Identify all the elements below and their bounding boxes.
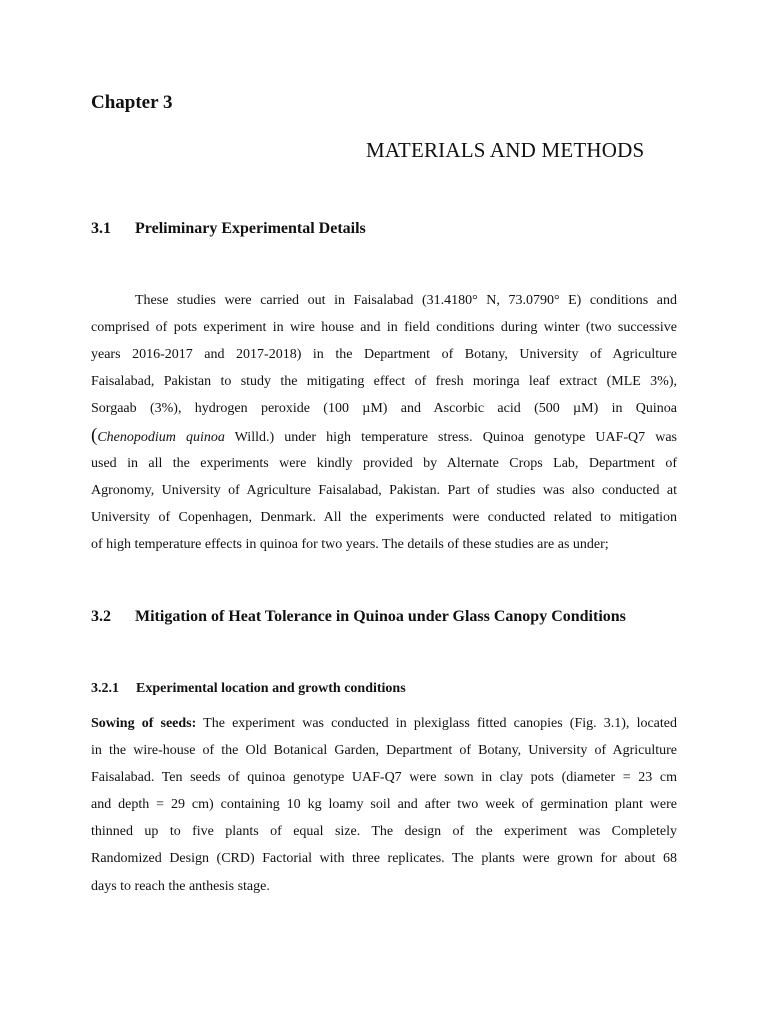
paragraph-line: Randomized Design (CRD) Factorial with three replicates. The plants were grown for about 68 [91,851,677,867]
section-number: 3.1 [91,220,111,237]
section-3-1-heading [91,220,366,238]
section-title: Mitigation of Heat Tolerance in Quinoa under Glass Canopy Conditions [135,608,626,625]
paragraph-line: days to reach the anthesis stage. [91,878,270,894]
paragraph-line: Sorgaab (3%), hydrogen peroxide (100 µM) and Ascorbic acid (500 µM) in Quinoa [91,401,677,417]
section-title: Preliminary Experimental Details [135,220,366,237]
section-3-2-1-paragraph [91,710,677,900]
lead-label: Sowing of seeds: [91,716,197,731]
section-number: 3.2 [91,608,111,625]
paragraph-line: in the wire-house of the Old Botanical Garden, Department of Botany, University of Agriculture [91,743,677,759]
paragraph-line-species [91,422,677,449]
paragraph-line: and depth = 29 cm) containing 10 kg loamy soil and after two week of germination plant were [91,797,677,813]
paragraph-line: used in all the experiments were kindly provided by Alternate Crops Lab, Department of [91,455,677,471]
paragraph-line: These studies were carried out in Faisalabad (31.4180° N, 73.0790° E) conditions and [135,293,677,308]
paragraph-line: Agronomy, University of Agriculture Faisalabad, Pakistan. Part of studies was also conducted at [91,482,677,498]
section-3-2-heading [91,608,626,626]
paragraph-line: University of Copenhagen, Denmark. All the experiments were conducted related to mitigation [91,509,677,525]
paragraph-line: Faisalabad, Pakistan to study the mitigating effect of fresh moringa leaf extract (MLE 3%), [91,374,677,390]
species-line-rest: Willd.) under high temperature stress. Quinoa genotype UAF-Q7 was [224,430,677,446]
paragraph-line-lead [91,710,677,737]
subsection-number: 3.2.1 [91,681,119,696]
subsection-title: Experimental location and growth conditions [136,681,406,696]
section-3-2-1-heading [91,681,406,697]
open-paren: ( [91,425,98,447]
chapter-label: Chapter 3 [91,92,173,113]
paragraph-line: of high temperature effects in quinoa for two years. The details of these studies are as under; [91,536,609,552]
paragraph-line: Faisalabad. Ten seeds of quinoa genotype UAF-Q7 were sown in clay pots (diameter = 23 cm [91,770,677,786]
paragraph-line: thinned up to five plants of equal size. The design of the experiment was Completely [91,824,677,840]
section-3-1-paragraph [91,287,677,558]
paragraph-line: comprised of pots experiment in wire house and in field conditions during winter (two successive [91,320,677,336]
lead-line-rest: The experiment was conducted in plexiglass fitted canopies (Fig. 3.1), located [196,716,677,731]
species-name: Chenopodium quinoa [97,430,225,446]
paragraph-line: years 2016-2017 and 2017-2018) in the Department of Botany, University of Agriculture [91,347,677,363]
page-title: MATERIALS AND METHODS [366,138,645,162]
